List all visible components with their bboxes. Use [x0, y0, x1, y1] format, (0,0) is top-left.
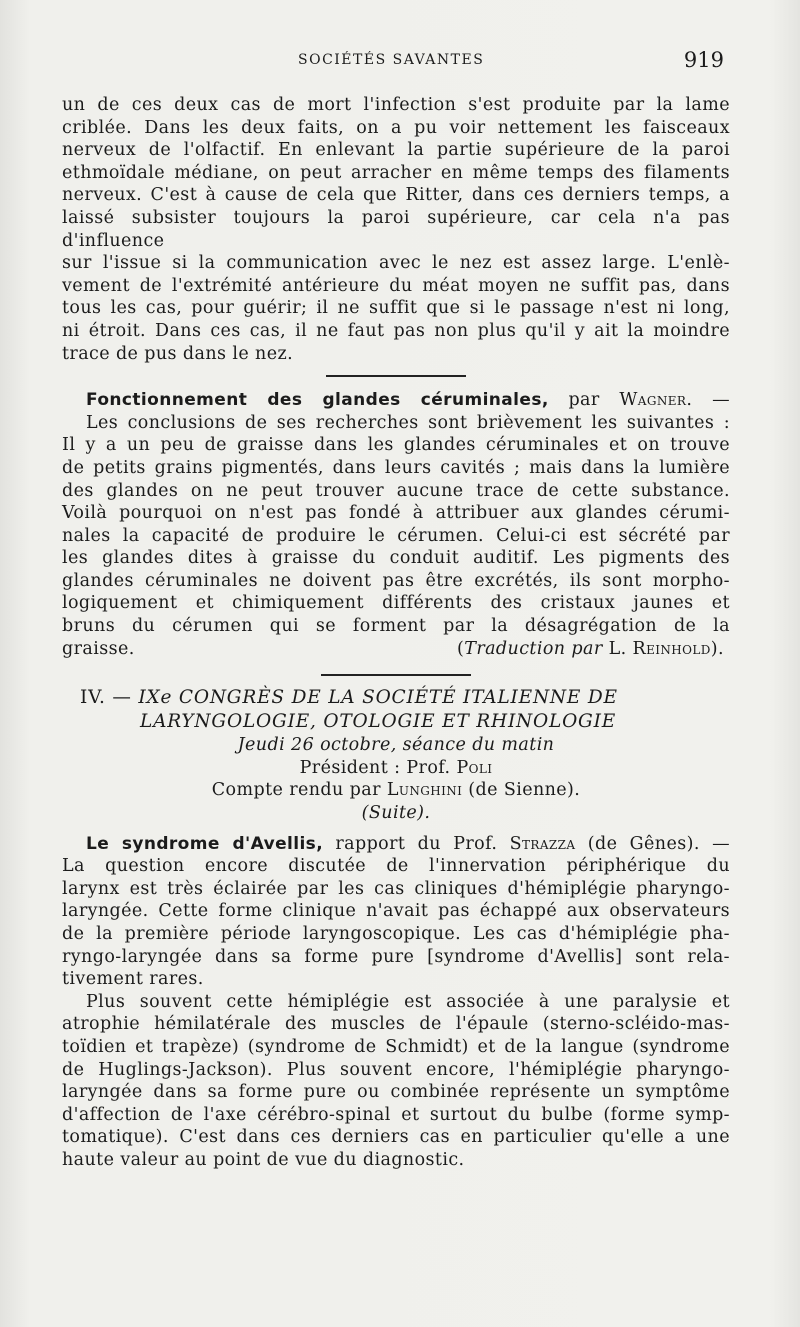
text-line: trace de pus dans le nez. — [62, 343, 294, 364]
text-line: nerveux de l'olfactif. En enlevant la partie supérieure de la paroi — [62, 140, 730, 161]
text-line: les glandes dites à graisse du conduit auditif. Les pigments des — [62, 548, 730, 569]
text-line: Plus souvent cette hémiplégie est associée à une paralysie et — [86, 991, 730, 1012]
text-line: laissé subsister toujours la paroi supérieure, car cela n'a pas d'influence — [62, 207, 730, 251]
author-name: Strazza — [509, 833, 576, 854]
author-city: (de Gênes). — — [575, 833, 730, 854]
text-line: atrophie hémilatérale des muscles de l'épaule (sterno-scléido-mas- — [62, 1014, 730, 1035]
president-line — [62, 757, 730, 780]
text-line: bruns du cérumen qui se forment par la désagrégation de la — [62, 616, 730, 637]
text-line: laryngée. Cette forme clinique n'avait pas échappé aux observateurs — [62, 901, 730, 922]
text-line: Les conclusions de ses recherches sont brièvement les suivantes : — [86, 412, 730, 433]
text-line: Il y a un peu de graisse dans les glandes céruminales et on trouve — [62, 435, 730, 456]
section-heading-avellis — [62, 833, 730, 856]
section-divider — [326, 375, 466, 377]
by-text: rapport du Prof. — [323, 833, 510, 854]
text-line: de Huglings-Jackson). Plus souvent encore, l'hémiplégie pharyngo- — [62, 1059, 730, 1080]
translation-line — [62, 638, 730, 661]
text-line: un de ces deux cas de mort l'infection s'est produite par la lame — [62, 95, 730, 115]
congress-title-line: LARYNGOLOGIE, OTOLOGIE ET RHINOLOGIE — [140, 711, 617, 733]
text-line: tomatique). C'est dans ces derniers cas en particulier qu'elle a une — [62, 1127, 730, 1148]
reporter-name: Lunghini — [386, 780, 463, 801]
report-line — [62, 779, 730, 802]
translator-name: L. Reinhold — [608, 638, 711, 659]
paragraph-ethmoid — [62, 94, 730, 365]
session-line: Jeudi 26 octobre, séance du matin — [237, 735, 555, 756]
text-line: tous les cas, pour guérir; il ne suffit que si le passage n'est ni long, — [62, 298, 730, 319]
text-line: de la première période laryngoscopique. Les cas d'hémiplégie pha- — [62, 924, 730, 944]
text-line: des glandes on ne peut trouver aucune trace de cette substance. — [62, 480, 730, 501]
translation-label: Traduction par — [464, 638, 603, 659]
congress-title-line — [62, 686, 730, 710]
text-line: larynx est très éclairée par les cas cliniques d'hémiplégie pharyngo- — [62, 878, 730, 899]
president-name: Poli — [456, 757, 493, 778]
page-number: 919 — [683, 48, 724, 72]
page-body — [62, 94, 730, 1172]
text-line: glandes céruminales ne doivent pas être excrétés, ils sont morpho- — [62, 570, 730, 591]
text-line: La question encore discutée de l'innervation périphérique du — [62, 856, 730, 877]
paren-close: ). — [710, 638, 724, 659]
text-line: ethmoïdale médiane, on peut arracher en même temps des filaments — [62, 162, 730, 183]
translation-credit — [457, 638, 730, 661]
text-line: de petits grains pigmentés, dans leurs cavités ; mais dans la lumière — [62, 457, 730, 478]
paren-open: ( — [457, 638, 465, 659]
text-line: vement de l'extrémité antérieure du méat moyen ne suffit pas, dans — [62, 275, 730, 296]
text-line: logiquement et chimiquement différents des cristaux jaunes et — [62, 593, 730, 614]
text-line: nales la capacité de produire le cérumen. Celui-ci est sécrété par — [62, 525, 730, 546]
congress-title: IXe CONGRÈS DE LA SOCIÉTÉ ITALIENNE DE — [138, 687, 618, 709]
page-header — [0, 46, 800, 76]
author-name: Wagner. — [619, 390, 693, 411]
text-line: sur l'issue si la communication avec le nez est assez large. L'enlè- — [62, 253, 730, 274]
text-line: criblée. Dans les deux faits, on a pu voir nettement les faisceaux — [62, 117, 730, 138]
by-text: par — [548, 390, 620, 411]
text-line: ni étroit. Dans ces cas, il ne faut pas non plus qu'il y ait la moindre — [62, 320, 730, 341]
text-line: Voilà pourquoi on n'est pas fondé à attribuer aux glandes cérumi- — [62, 503, 730, 524]
text-line: ryngo-laryngée dans sa forme pure [syndrome d'Avellis] sont rela- — [62, 946, 730, 967]
text-line: d'affection de l'axe cérébro-spinal et surtout du bulbe (forme symp- — [62, 1104, 730, 1125]
text-line: toïdien et trapèze) (syndrome de Schmidt) et de la langue (syndrome — [62, 1036, 730, 1057]
section-wagner — [62, 389, 730, 660]
running-head: SOCIÉTÉS SAVANTES — [298, 52, 485, 68]
section-title: Fonctionnement des glandes céruminales, — [86, 390, 549, 411]
text-line: nerveux. C'est à cause de cela que Ritter, dans ces derniers temps, a — [62, 185, 730, 206]
text-fragment: graisse. — [62, 638, 135, 659]
section-avellis — [62, 833, 730, 1172]
president-label: Président : Prof. — [299, 757, 451, 778]
section-divider — [321, 674, 471, 676]
section-title: Le syndrome d'Avellis, — [86, 833, 324, 854]
text-line: laryngée dans sa forme pure ou combinée représente un symptôme — [62, 1082, 730, 1103]
text-line: tivement rares. — [62, 969, 204, 990]
text-line: haute valeur au point de vue du diagnostic. — [62, 1149, 465, 1170]
congress-block — [62, 686, 730, 824]
section-heading-wagner — [62, 389, 730, 412]
suite-line: (Suite). — [361, 803, 431, 824]
reporter-city: (de Sienne). — [468, 780, 581, 801]
dash: — — [692, 390, 730, 411]
section-numeral: IV. — — [80, 687, 132, 709]
report-label: Compte rendu par — [211, 780, 381, 801]
